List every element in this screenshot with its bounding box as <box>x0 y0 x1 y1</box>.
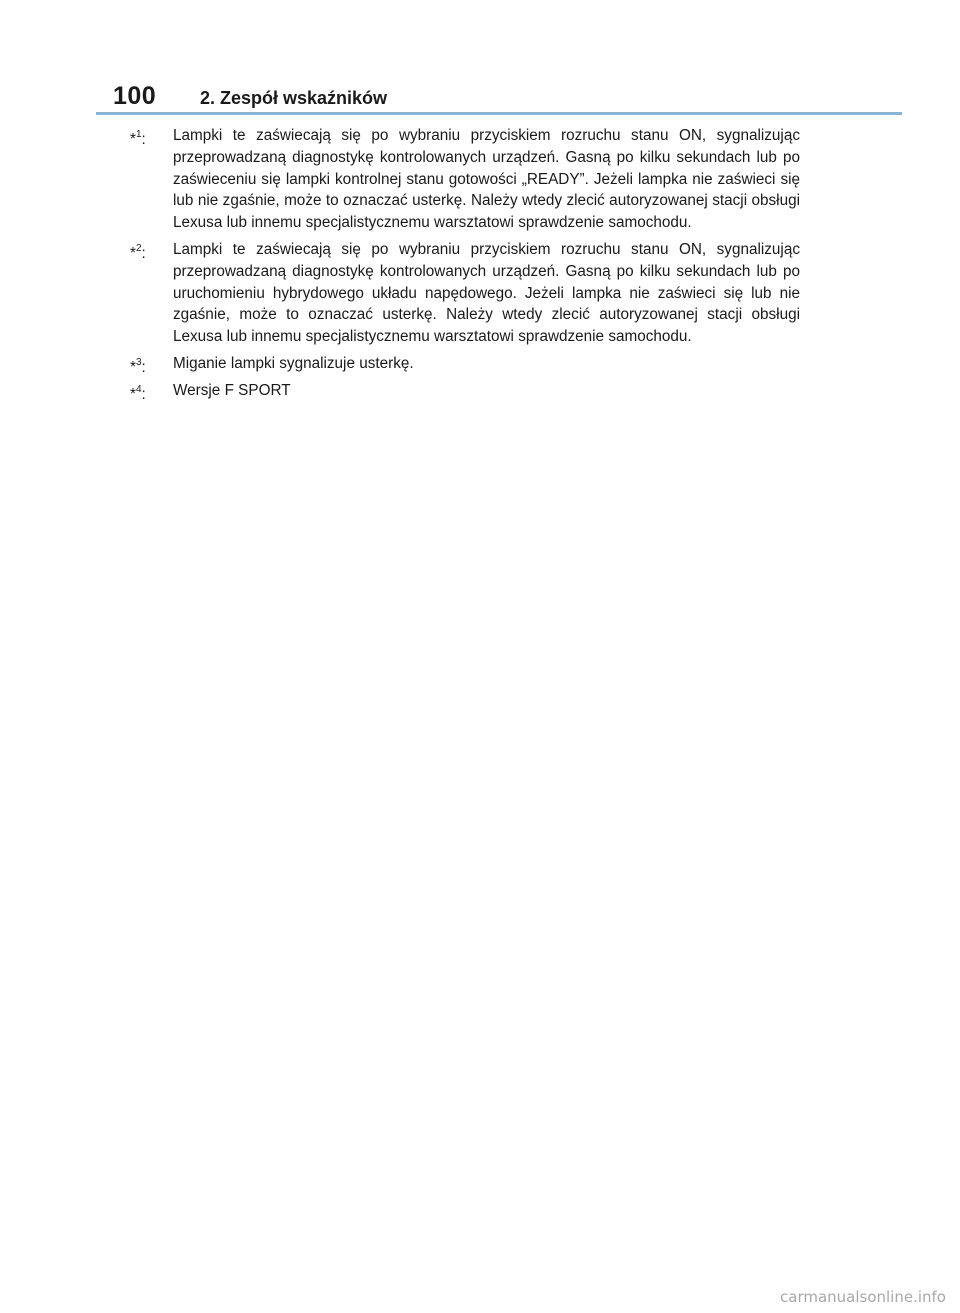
footnotes-list <box>130 125 800 407</box>
footnote-separator: : <box>141 245 146 263</box>
footnote-2 <box>130 239 800 348</box>
footnote-marker <box>130 239 146 265</box>
footnote-star: * <box>130 359 136 377</box>
footnote-star: * <box>130 385 136 403</box>
footnote-1 <box>130 125 800 234</box>
footnote-text: Lampki te zaświecają się po wybraniu przyciskiem rozruchu stanu ON, sygnalizując przeprowadzaną diagnostykę kontrolowanych urządzeń. Gasną po kilku sekundach lub po uruchomieniu hybrydowego układu napędowego. Jeżeli lampka nie zaświeci się lub nie zgaśnie, może to oznaczać usterkę. Należy wtedy zlecić autoryzowanej stacji obsługi Lexusa lub innemu specjalistycznemu warsztatowi sprawdzenie samochodu. <box>173 240 800 346</box>
footnote-3 <box>130 353 800 375</box>
header-divider <box>96 112 902 115</box>
footnote-text: Miganie lampki sygnalizuje usterkę. <box>173 354 414 372</box>
page-number: 100 <box>113 82 157 110</box>
footer-watermark: carmanualsonline.info <box>780 1288 946 1306</box>
footnote-text: Lampki te zaświecają się po wybraniu przyciskiem rozruchu stanu ON, sygnalizując przeprowadzaną diagnostykę kontrolowanych urządzeń. Gasną po kilku sekundach lub po zaświeceniu się lampki kontrolnej stanu gotowości „READY”. Jeżeli lampka nie zaświeci się lub nie zgaśnie, może to oznaczać usterkę. Należy wtedy zlecić autoryzowanej stacji obsługi Lexusa lub innemu specjalistycznemu warsztatowi sprawdzenie samochodu. <box>173 127 800 232</box>
footnote-number: 2 <box>135 242 142 254</box>
footnote-marker <box>130 125 146 151</box>
footnote-number: 4 <box>135 383 142 395</box>
footnote-star: * <box>130 131 136 149</box>
footnote-marker <box>130 353 146 379</box>
footnote-number: 1 <box>135 129 142 140</box>
chapter-title: 2. Zespół wskaźników <box>200 88 388 108</box>
footnote-star: * <box>130 245 136 263</box>
footnote-marker <box>130 380 146 406</box>
footnote-separator: : <box>141 131 146 149</box>
footnote-4 <box>130 380 800 402</box>
page-header <box>0 0 960 120</box>
footnote-separator: : <box>141 359 146 377</box>
footnote-separator: : <box>141 385 146 403</box>
footnote-number: 3 <box>135 356 142 368</box>
footnote-text: Wersje F SPORT <box>173 381 291 399</box>
